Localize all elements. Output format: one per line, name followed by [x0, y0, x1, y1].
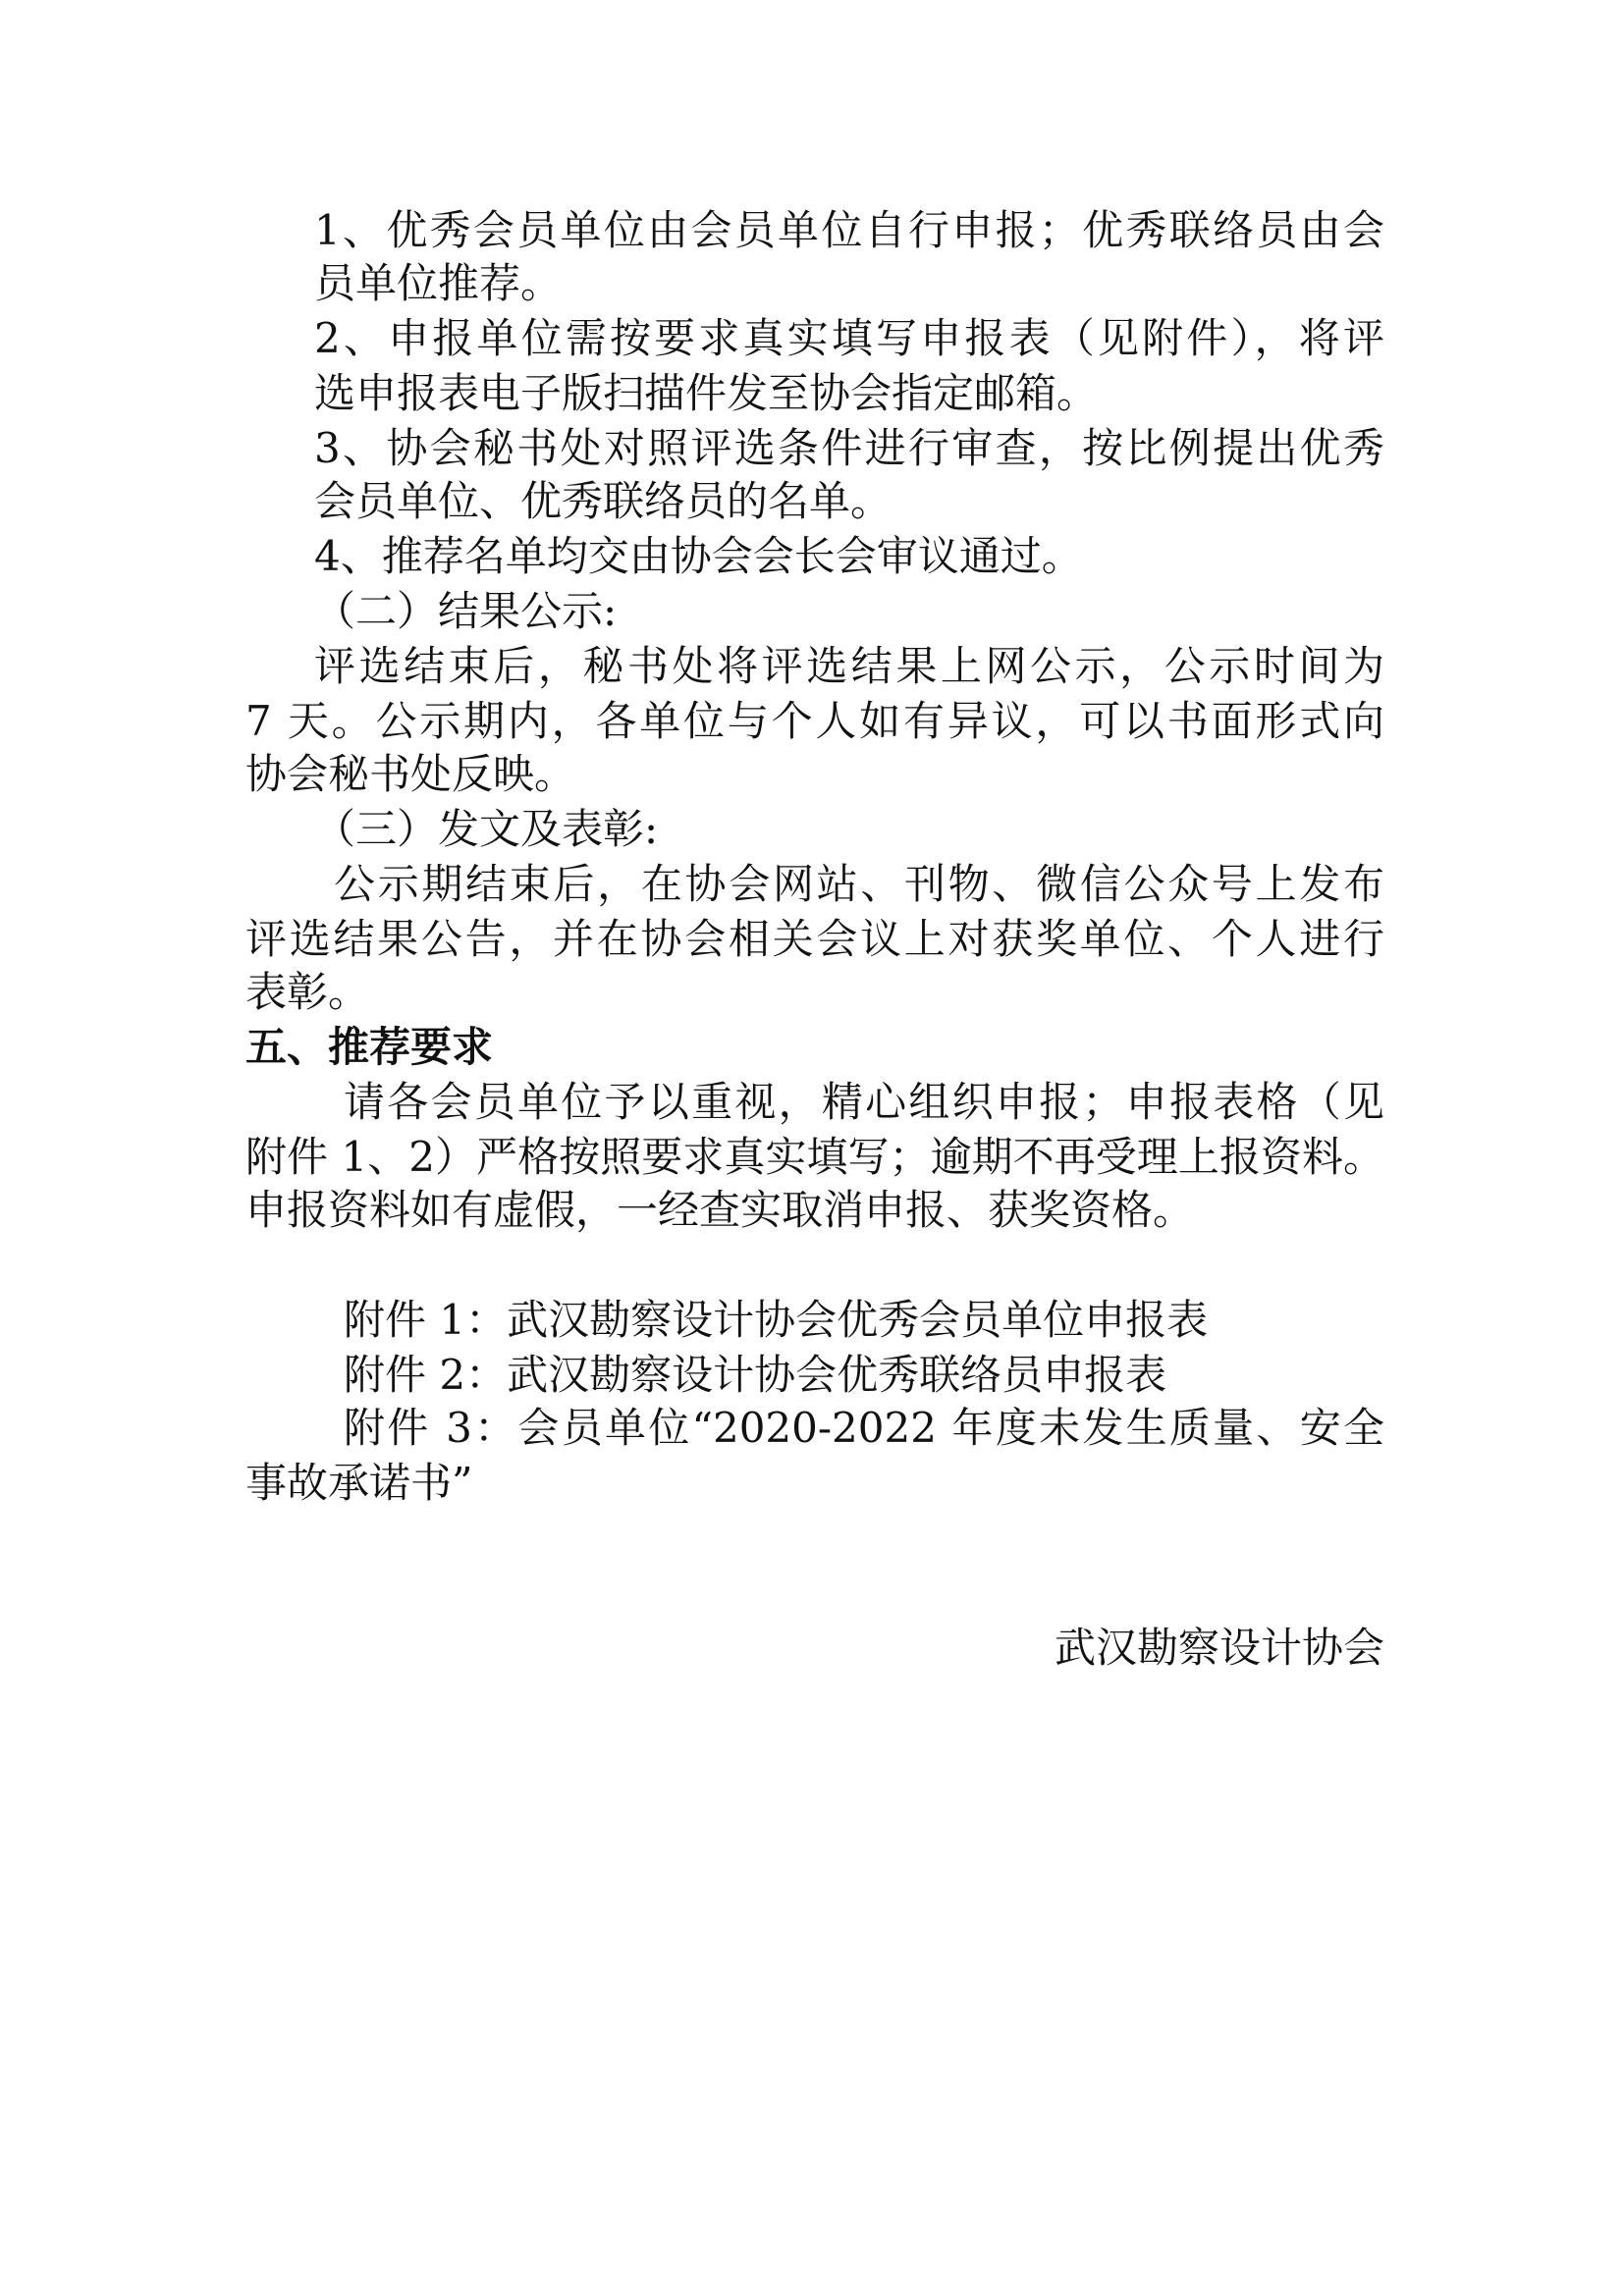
text-line: 7 天。公示期内，各单位与个人如有异议，可以书面形式向 — [245, 697, 1384, 745]
attachment-line: 附件 1：武汉勘察设计协会优秀会员单位申报表 — [344, 1296, 1209, 1344]
section-heading: 五、推荐要求 — [245, 1023, 494, 1071]
section-subheading: （三）发文及表彰: — [314, 805, 659, 853]
text-line: 公示期结束后，在协会网站、刊物、微信公众号上发布 — [334, 860, 1384, 908]
text-line: 表彰。 — [245, 968, 370, 1016]
text-line: 选申报表电子版扫描件发至协会指定邮箱。 — [314, 369, 1099, 417]
section-subheading: （二）结果公示: — [314, 587, 618, 635]
text-line: 3、协会秘书处对照评选条件进行审查，按比例提出优秀 — [314, 424, 1384, 472]
text-line: 评选结束后，秘书处将评选结果上网公示，公示时间为 — [314, 642, 1384, 690]
text-line: 会员单位、优秀联络员的名单。 — [314, 477, 893, 525]
text-line: 4、推荐名单均交由协会会长会审议通过。 — [314, 532, 1083, 580]
text-line: 附件 1、2）严格按照要求真实填写；逾期不再受理上报资料。 — [245, 1133, 1384, 1181]
text-line: 员单位推荐。 — [314, 259, 563, 307]
text-line: 评选结果公告，并在协会相关会议上对获奖单位、个人进行 — [245, 915, 1384, 963]
attachment-line: 附件 2：武汉勘察设计协会优秀联络员申报表 — [344, 1351, 1167, 1399]
signature-organization: 武汉勘察设计协会 — [1054, 1624, 1384, 1672]
text-line: 2、申报单位需按要求真实填写申报表（见附件），将评 — [314, 314, 1384, 362]
text-line: 协会秘书处反映。 — [245, 750, 576, 798]
text-line: 申报资料如有虚假，一经查实取消申报、获奖资格。 — [245, 1186, 1195, 1234]
text-line: 1、优秀会员单位由会员单位自行申报；优秀联络员由会 — [314, 206, 1384, 254]
attachment-line: 附件 3：会员单位“2020-2022 年度未发生质量、安全 — [344, 1404, 1384, 1452]
attachment-line: 事故承诺书” — [245, 1459, 473, 1507]
text-line: 请各会员单位予以重视，精心组织申报；申报表格（见 — [344, 1078, 1384, 1126]
